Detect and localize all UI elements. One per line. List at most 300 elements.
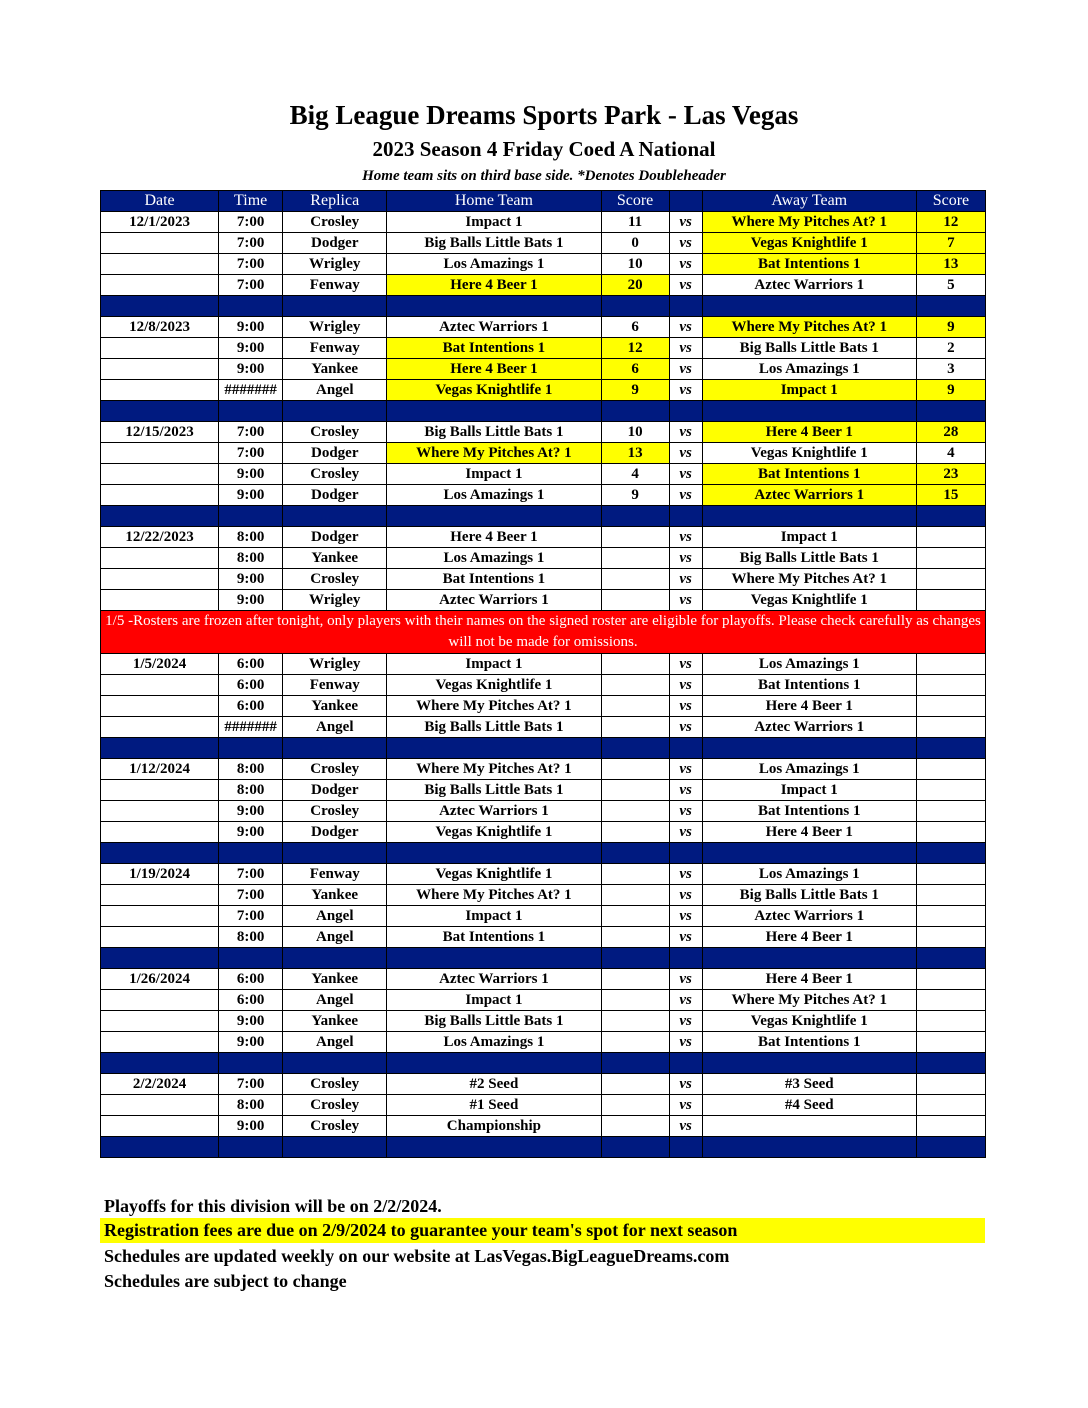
replica-cell: Yankee xyxy=(283,548,387,569)
separator-cell xyxy=(283,948,387,969)
replica-cell: Yankee xyxy=(283,885,387,906)
home-score-cell xyxy=(601,1032,669,1053)
vs-cell: vs xyxy=(669,464,702,485)
game-row xyxy=(101,885,986,906)
away-score-cell xyxy=(916,1011,985,1032)
week-separator xyxy=(101,401,986,422)
away-score-cell xyxy=(916,569,985,590)
vs-cell: vs xyxy=(669,990,702,1011)
website-note: Schedules are updated weekly on our website at LasVegas.BigLeagueDreams.com xyxy=(104,1246,730,1266)
home-team-cell: Los Amazings 1 xyxy=(387,485,601,506)
separator-cell xyxy=(387,1053,601,1074)
replica-cell: Dodger xyxy=(283,527,387,548)
vs-cell: vs xyxy=(669,822,702,843)
home-team-cell: Los Amazings 1 xyxy=(387,548,601,569)
vs-cell: vs xyxy=(669,275,702,296)
home-team-cell: Big Balls Little Bats 1 xyxy=(387,717,601,738)
replica-cell: Yankee xyxy=(283,696,387,717)
time-cell: 7:00 xyxy=(219,864,283,885)
separator-cell xyxy=(219,1137,283,1158)
replica-cell: Crosley xyxy=(283,801,387,822)
time-cell: 9:00 xyxy=(219,801,283,822)
home-score-cell xyxy=(601,969,669,990)
home-team-cell: Aztec Warriors 1 xyxy=(387,590,601,611)
home-team-cell: Vegas Knightlife 1 xyxy=(387,864,601,885)
vs-cell: vs xyxy=(669,1011,702,1032)
separator-cell xyxy=(101,401,219,422)
time-cell: 6:00 xyxy=(219,696,283,717)
away-score-cell xyxy=(916,780,985,801)
away-team-cell: Impact 1 xyxy=(702,527,916,548)
away-team-cell: Bat Intentions 1 xyxy=(702,254,916,275)
schedule-body xyxy=(101,212,986,1158)
vs-cell: vs xyxy=(669,548,702,569)
vs-cell: vs xyxy=(669,717,702,738)
away-team-cell xyxy=(702,1116,916,1137)
replica-cell: Dodger xyxy=(283,780,387,801)
separator-cell xyxy=(101,1137,219,1158)
date-cell: 1/19/2024 xyxy=(101,864,219,885)
date-cell xyxy=(101,254,219,275)
time-cell: 9:00 xyxy=(219,359,283,380)
replica-cell: Crosley xyxy=(283,569,387,590)
home-team-cell: Aztec Warriors 1 xyxy=(387,969,601,990)
replica-cell: Crosley xyxy=(283,1074,387,1095)
home-score-cell: 10 xyxy=(601,422,669,443)
date-cell xyxy=(101,1116,219,1137)
game-row xyxy=(101,717,986,738)
header-away-team: Away Team xyxy=(702,191,916,212)
time-cell: 7:00 xyxy=(219,212,283,233)
away-score-cell xyxy=(916,1032,985,1053)
separator-cell xyxy=(283,738,387,759)
replica-cell: Wrigley xyxy=(283,317,387,338)
separator-cell xyxy=(101,843,219,864)
time-cell: 9:00 xyxy=(219,1116,283,1137)
home-team-cell: #1 Seed xyxy=(387,1095,601,1116)
replica-cell: Angel xyxy=(283,1032,387,1053)
date-cell xyxy=(101,1011,219,1032)
date-cell xyxy=(101,548,219,569)
separator-cell xyxy=(387,843,601,864)
header-away-score: Score xyxy=(916,191,985,212)
time-cell: 9:00 xyxy=(219,338,283,359)
away-team-cell: Bat Intentions 1 xyxy=(702,464,916,485)
separator-cell xyxy=(669,843,702,864)
week-separator xyxy=(101,948,986,969)
vs-cell: vs xyxy=(669,654,702,675)
home-team-cell: Los Amazings 1 xyxy=(387,254,601,275)
away-team-cell: Los Amazings 1 xyxy=(702,759,916,780)
date-cell xyxy=(101,275,219,296)
separator-cell xyxy=(669,738,702,759)
away-score-cell xyxy=(916,927,985,948)
home-team-cell: Where My Pitches At? 1 xyxy=(387,443,601,464)
away-score-cell xyxy=(916,990,985,1011)
separator-cell xyxy=(601,948,669,969)
vs-cell: vs xyxy=(669,212,702,233)
date-cell: 12/22/2023 xyxy=(101,527,219,548)
game-row xyxy=(101,380,986,401)
time-cell: 7:00 xyxy=(219,906,283,927)
away-team-cell: Aztec Warriors 1 xyxy=(702,275,916,296)
date-cell xyxy=(101,675,219,696)
time-cell: 7:00 xyxy=(219,275,283,296)
date-cell xyxy=(101,906,219,927)
date-cell xyxy=(101,464,219,485)
away-score-cell: 23 xyxy=(916,464,985,485)
separator-cell xyxy=(702,1137,916,1158)
vs-cell: vs xyxy=(669,885,702,906)
away-score-cell xyxy=(916,1095,985,1116)
replica-cell: Dodger xyxy=(283,443,387,464)
separator-cell xyxy=(101,296,219,317)
game-row xyxy=(101,1074,986,1095)
page-subtitle: 2023 Season 4 Friday Coed A National xyxy=(372,137,716,161)
date-cell xyxy=(101,380,219,401)
game-row xyxy=(101,464,986,485)
separator-cell xyxy=(101,738,219,759)
home-team-cell: Big Balls Little Bats 1 xyxy=(387,422,601,443)
date-cell: 1/26/2024 xyxy=(101,969,219,990)
replica-cell: Wrigley xyxy=(283,254,387,275)
away-score-cell xyxy=(916,654,985,675)
away-team-cell: Impact 1 xyxy=(702,780,916,801)
home-score-cell xyxy=(601,717,669,738)
home-score-cell: 4 xyxy=(601,464,669,485)
away-score-cell xyxy=(916,906,985,927)
vs-cell: vs xyxy=(669,1074,702,1095)
away-team-cell: Big Balls Little Bats 1 xyxy=(702,548,916,569)
vs-cell: vs xyxy=(669,969,702,990)
vs-cell: vs xyxy=(669,317,702,338)
separator-cell xyxy=(669,296,702,317)
game-row xyxy=(101,1095,986,1116)
game-row xyxy=(101,696,986,717)
home-score-cell xyxy=(601,1074,669,1095)
home-team-cell: Championship xyxy=(387,1116,601,1137)
separator-cell xyxy=(916,948,985,969)
separator-cell xyxy=(387,401,601,422)
home-team-cell: Big Balls Little Bats 1 xyxy=(387,233,601,254)
away-score-cell xyxy=(916,717,985,738)
game-row xyxy=(101,254,986,275)
vs-cell: vs xyxy=(669,380,702,401)
header-home-team: Home Team xyxy=(387,191,601,212)
separator-cell xyxy=(219,401,283,422)
home-team-cell: Big Balls Little Bats 1 xyxy=(387,1011,601,1032)
home-score-cell xyxy=(601,1116,669,1137)
date-cell xyxy=(101,885,219,906)
replica-cell: Crosley xyxy=(283,422,387,443)
time-cell: 6:00 xyxy=(219,990,283,1011)
away-score-cell: 15 xyxy=(916,485,985,506)
time-cell: 6:00 xyxy=(219,654,283,675)
home-score-cell xyxy=(601,990,669,1011)
home-score-cell xyxy=(601,801,669,822)
away-score-cell xyxy=(916,548,985,569)
replica-cell: Dodger xyxy=(283,822,387,843)
vs-cell: vs xyxy=(669,1116,702,1137)
game-row xyxy=(101,212,986,233)
game-row xyxy=(101,275,986,296)
playoffs-note: Playoffs for this division will be on 2/2/2024. xyxy=(104,1196,442,1216)
game-row xyxy=(101,569,986,590)
replica-cell: Crosley xyxy=(283,1116,387,1137)
date-cell: 12/8/2023 xyxy=(101,317,219,338)
separator-cell xyxy=(219,296,283,317)
separator-cell xyxy=(601,738,669,759)
away-team-cell: Aztec Warriors 1 xyxy=(702,717,916,738)
home-team-cell: Impact 1 xyxy=(387,654,601,675)
vs-cell: vs xyxy=(669,906,702,927)
game-row xyxy=(101,906,986,927)
separator-cell xyxy=(101,1053,219,1074)
game-row xyxy=(101,1032,986,1053)
game-row xyxy=(101,1116,986,1137)
away-team-cell: Vegas Knightlife 1 xyxy=(702,443,916,464)
schedule-table xyxy=(100,190,986,1158)
separator-cell xyxy=(916,1053,985,1074)
game-row xyxy=(101,801,986,822)
game-row xyxy=(101,443,986,464)
away-team-cell: Bat Intentions 1 xyxy=(702,801,916,822)
home-team-cell: Here 4 Beer 1 xyxy=(387,527,601,548)
separator-cell xyxy=(916,1137,985,1158)
away-team-cell: Where My Pitches At? 1 xyxy=(702,569,916,590)
separator-cell xyxy=(283,1053,387,1074)
game-row xyxy=(101,359,986,380)
registration-note: Registration fees are due on 2/9/2024 to guarantee your team's spot for next season xyxy=(100,1218,985,1243)
vs-cell: vs xyxy=(669,359,702,380)
week-separator xyxy=(101,1053,986,1074)
away-team-cell: Los Amazings 1 xyxy=(702,359,916,380)
time-cell: 8:00 xyxy=(219,548,283,569)
time-cell: 6:00 xyxy=(219,969,283,990)
vs-cell: vs xyxy=(669,864,702,885)
replica-cell: Dodger xyxy=(283,233,387,254)
replica-cell: Yankee xyxy=(283,969,387,990)
separator-cell xyxy=(702,843,916,864)
separator-cell xyxy=(283,1137,387,1158)
header-replica: Replica xyxy=(283,191,387,212)
separator-cell xyxy=(219,843,283,864)
game-row xyxy=(101,969,986,990)
home-score-cell xyxy=(601,885,669,906)
home-team-cell: Impact 1 xyxy=(387,990,601,1011)
date-cell xyxy=(101,1032,219,1053)
away-score-cell xyxy=(916,1116,985,1137)
away-score-cell xyxy=(916,590,985,611)
separator-cell xyxy=(702,738,916,759)
game-row xyxy=(101,864,986,885)
replica-cell: Crosley xyxy=(283,759,387,780)
home-team-cell: Big Balls Little Bats 1 xyxy=(387,780,601,801)
date-cell xyxy=(101,801,219,822)
time-cell: 8:00 xyxy=(219,780,283,801)
date-cell xyxy=(101,338,219,359)
away-score-cell xyxy=(916,696,985,717)
away-score-cell: 13 xyxy=(916,254,985,275)
away-score-cell: 12 xyxy=(916,212,985,233)
home-team-cell: Vegas Knightlife 1 xyxy=(387,675,601,696)
roster-notice-row xyxy=(101,611,986,654)
time-cell: 9:00 xyxy=(219,317,283,338)
vs-cell: vs xyxy=(669,569,702,590)
separator-cell xyxy=(702,401,916,422)
replica-cell: Angel xyxy=(283,380,387,401)
game-row xyxy=(101,422,986,443)
replica-cell: Crosley xyxy=(283,464,387,485)
home-team-cell: Where My Pitches At? 1 xyxy=(387,885,601,906)
home-team-cell: Where My Pitches At? 1 xyxy=(387,759,601,780)
home-team-cell: Bat Intentions 1 xyxy=(387,569,601,590)
away-team-cell: Where My Pitches At? 1 xyxy=(702,212,916,233)
replica-cell: Angel xyxy=(283,927,387,948)
separator-cell xyxy=(669,1053,702,1074)
vs-cell: vs xyxy=(669,780,702,801)
away-score-cell: 7 xyxy=(916,233,985,254)
time-cell: 9:00 xyxy=(219,1011,283,1032)
date-cell: 12/15/2023 xyxy=(101,422,219,443)
vs-cell: vs xyxy=(669,675,702,696)
replica-cell: Crosley xyxy=(283,212,387,233)
vs-cell: vs xyxy=(669,527,702,548)
date-cell: 12/1/2023 xyxy=(101,212,219,233)
home-score-cell xyxy=(601,675,669,696)
separator-cell xyxy=(219,1053,283,1074)
away-score-cell: 9 xyxy=(916,380,985,401)
away-team-cell: Big Balls Little Bats 1 xyxy=(702,885,916,906)
away-score-cell: 4 xyxy=(916,443,985,464)
vs-cell: vs xyxy=(669,338,702,359)
separator-cell xyxy=(387,1137,601,1158)
week-separator xyxy=(101,1137,986,1158)
separator-cell xyxy=(702,1053,916,1074)
separator-cell xyxy=(387,506,601,527)
home-team-cell: Los Amazings 1 xyxy=(387,1032,601,1053)
vs-cell: vs xyxy=(669,1032,702,1053)
away-team-cell: Vegas Knightlife 1 xyxy=(702,1011,916,1032)
home-score-cell: 0 xyxy=(601,233,669,254)
game-row xyxy=(101,1011,986,1032)
replica-cell: Angel xyxy=(283,906,387,927)
separator-cell xyxy=(387,738,601,759)
game-row xyxy=(101,822,986,843)
away-score-cell xyxy=(916,969,985,990)
game-row xyxy=(101,548,986,569)
vs-cell: vs xyxy=(669,590,702,611)
separator-cell xyxy=(669,1137,702,1158)
home-score-cell: 12 xyxy=(601,338,669,359)
time-cell: 8:00 xyxy=(219,527,283,548)
away-score-cell xyxy=(916,759,985,780)
replica-cell: Dodger xyxy=(283,485,387,506)
date-cell: 1/12/2024 xyxy=(101,759,219,780)
separator-cell xyxy=(916,401,985,422)
away-score-cell xyxy=(916,675,985,696)
time-cell: 8:00 xyxy=(219,1095,283,1116)
vs-cell: vs xyxy=(669,759,702,780)
vs-cell: vs xyxy=(669,696,702,717)
home-team-cell: Here 4 Beer 1 xyxy=(387,359,601,380)
replica-cell: Fenway xyxy=(283,275,387,296)
replica-cell: Crosley xyxy=(283,1095,387,1116)
away-team-cell: Here 4 Beer 1 xyxy=(702,927,916,948)
header-row xyxy=(101,191,986,212)
week-separator xyxy=(101,506,986,527)
date-cell xyxy=(101,569,219,590)
separator-cell xyxy=(387,296,601,317)
vs-cell: vs xyxy=(669,927,702,948)
replica-cell: Angel xyxy=(283,717,387,738)
date-cell xyxy=(101,780,219,801)
home-team-cell: Aztec Warriors 1 xyxy=(387,801,601,822)
replica-cell: Fenway xyxy=(283,864,387,885)
separator-cell xyxy=(601,1053,669,1074)
separator-cell xyxy=(669,506,702,527)
home-team-cell: #2 Seed xyxy=(387,1074,601,1095)
separator-cell xyxy=(702,506,916,527)
header-time: Time xyxy=(219,191,283,212)
time-cell: ####### xyxy=(219,717,283,738)
time-cell: 6:00 xyxy=(219,675,283,696)
separator-cell xyxy=(916,738,985,759)
separator-cell xyxy=(283,843,387,864)
away-team-cell: Where My Pitches At? 1 xyxy=(702,317,916,338)
home-score-cell xyxy=(601,1095,669,1116)
replica-cell: Fenway xyxy=(283,338,387,359)
roster-notice: 1/5 -Rosters are frozen after tonight, only players with their names on the signed roster are eligible for playoffs. Please check carefully as changes will not be made for omissions. xyxy=(101,611,986,654)
home-team-cell: Impact 1 xyxy=(387,212,601,233)
time-cell: 7:00 xyxy=(219,422,283,443)
game-row xyxy=(101,675,986,696)
home-score-cell: 9 xyxy=(601,485,669,506)
away-team-cell: Impact 1 xyxy=(702,380,916,401)
time-cell: 9:00 xyxy=(219,569,283,590)
date-cell xyxy=(101,590,219,611)
home-score-cell xyxy=(601,527,669,548)
home-score-cell xyxy=(601,548,669,569)
home-score-cell xyxy=(601,590,669,611)
separator-cell xyxy=(219,506,283,527)
away-team-cell: Here 4 Beer 1 xyxy=(702,822,916,843)
vs-cell: vs xyxy=(669,254,702,275)
home-team-cell: Where My Pitches At? 1 xyxy=(387,696,601,717)
game-row xyxy=(101,990,986,1011)
away-team-cell: Where My Pitches At? 1 xyxy=(702,990,916,1011)
away-score-cell: 28 xyxy=(916,422,985,443)
home-score-cell: 10 xyxy=(601,254,669,275)
replica-cell: Angel xyxy=(283,990,387,1011)
home-team-cell: Vegas Knightlife 1 xyxy=(387,380,601,401)
separator-cell xyxy=(916,296,985,317)
time-cell: 7:00 xyxy=(219,1074,283,1095)
away-team-cell: #3 Seed xyxy=(702,1074,916,1095)
home-team-cell: Vegas Knightlife 1 xyxy=(387,822,601,843)
date-cell xyxy=(101,696,219,717)
time-cell: 8:00 xyxy=(219,759,283,780)
separator-cell xyxy=(283,401,387,422)
time-cell: 9:00 xyxy=(219,822,283,843)
vs-cell: vs xyxy=(669,485,702,506)
date-cell: 1/5/2024 xyxy=(101,654,219,675)
away-team-cell: Vegas Knightlife 1 xyxy=(702,590,916,611)
away-team-cell: Los Amazings 1 xyxy=(702,654,916,675)
separator-cell xyxy=(702,948,916,969)
separator-cell xyxy=(283,506,387,527)
time-cell: 8:00 xyxy=(219,927,283,948)
